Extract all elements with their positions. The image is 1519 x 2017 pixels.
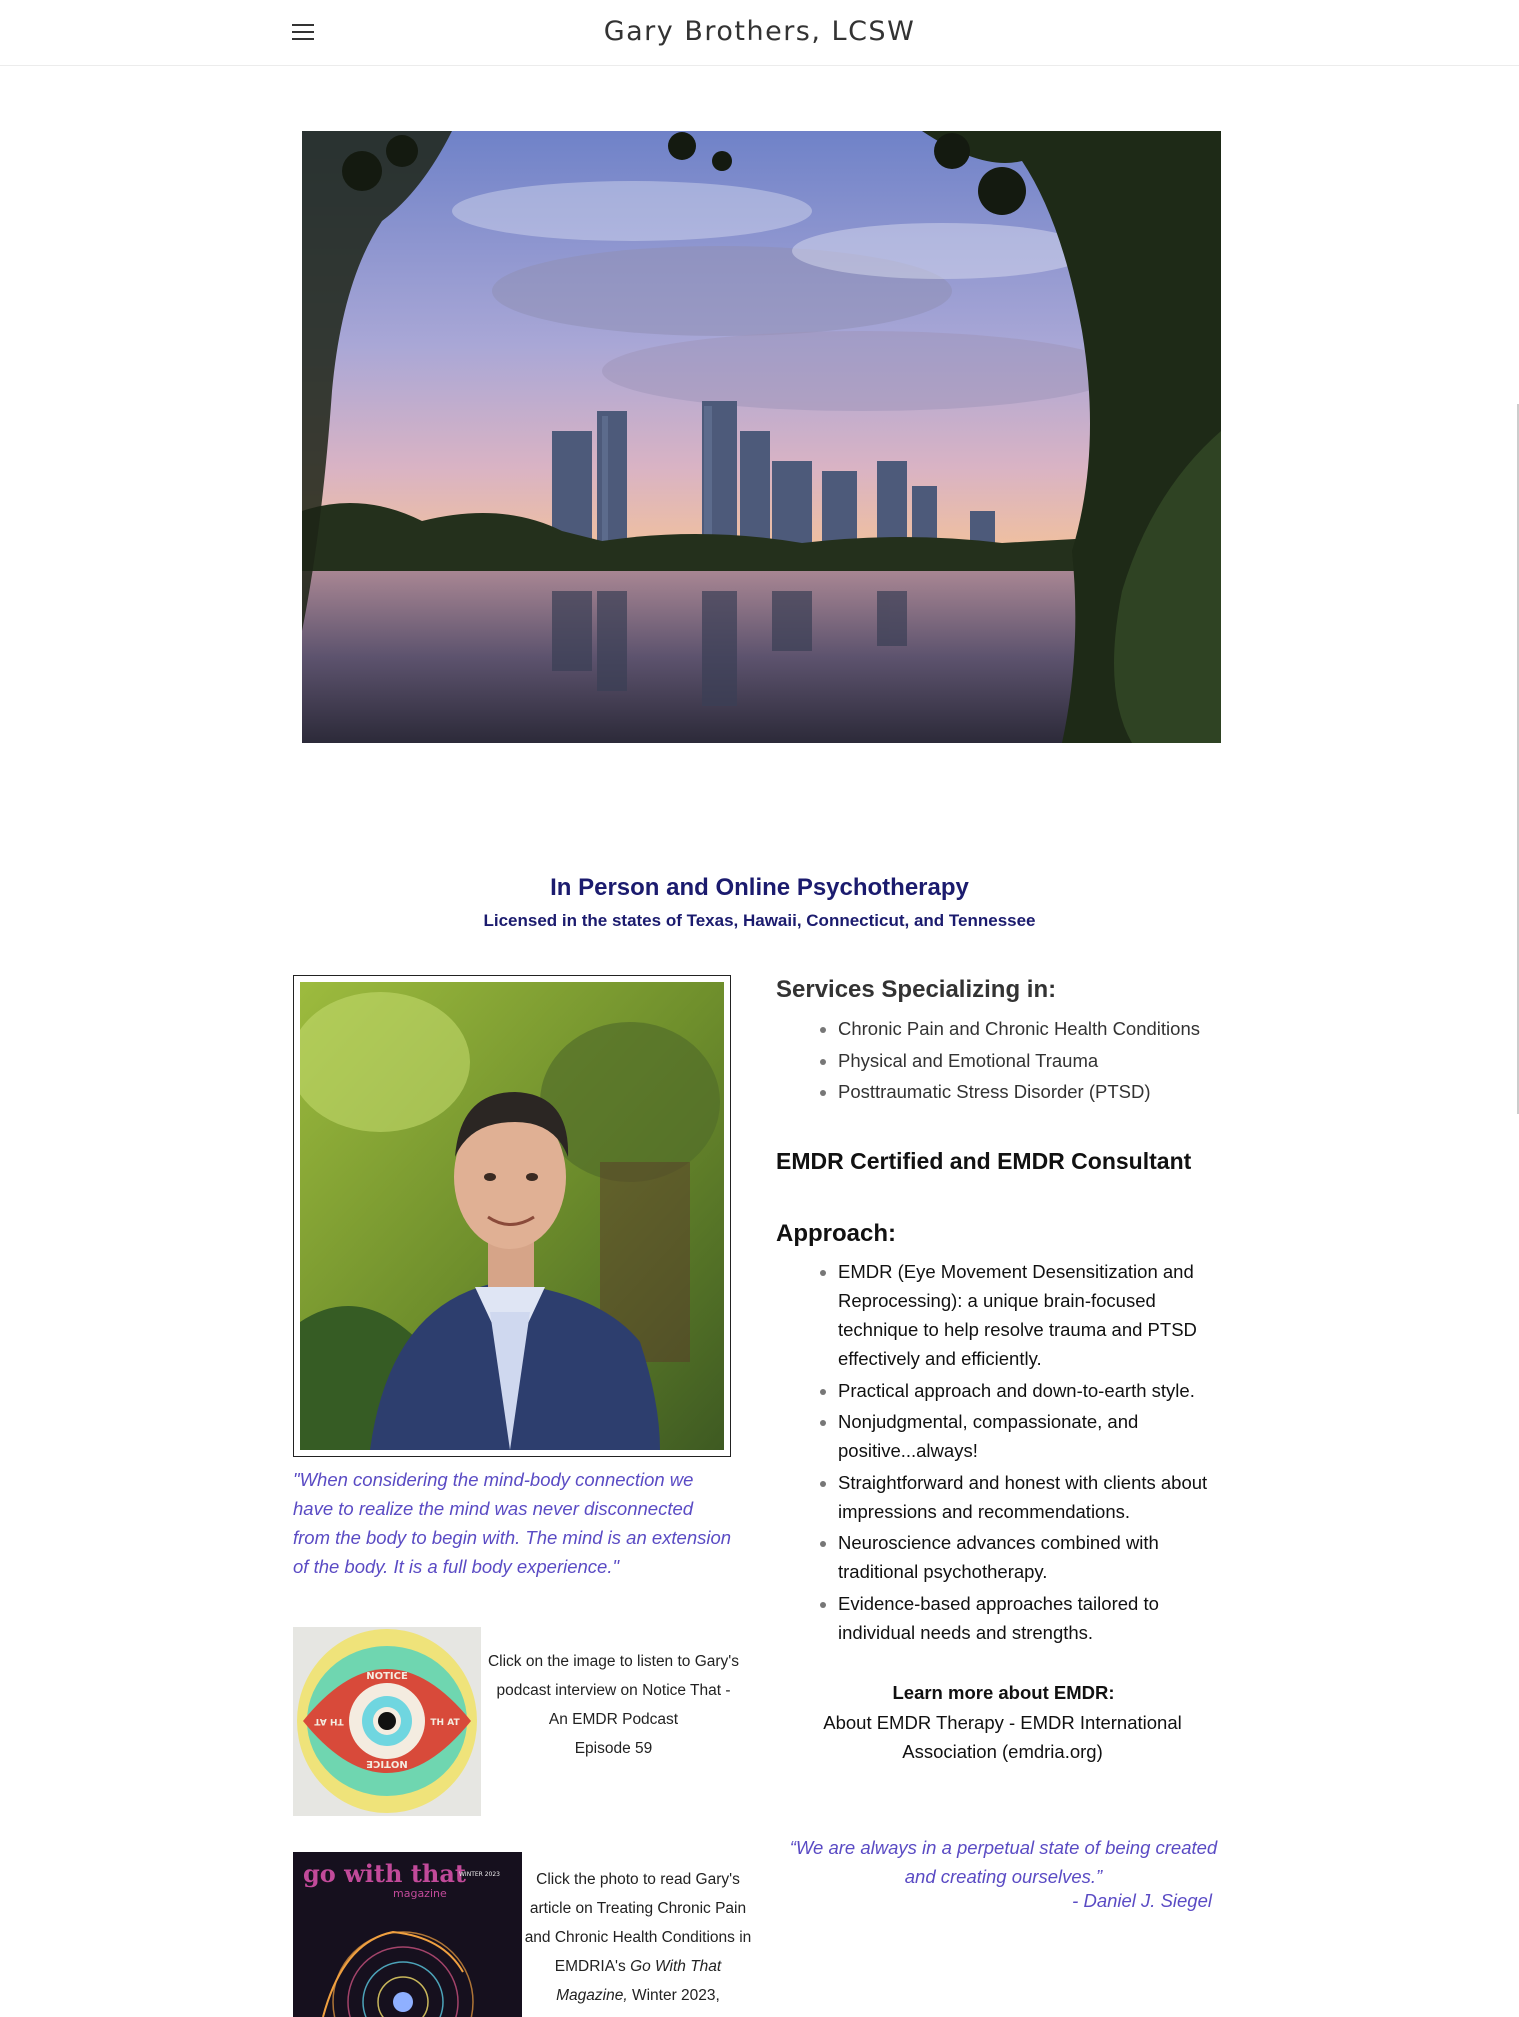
magazine-cover-subtitle: magazine	[393, 1887, 447, 1900]
podcast-logo-bottom-text: NOTICE	[366, 1758, 408, 1769]
list-item: • EMDR (Eye Movement Desensitization and Reprocessing): a unique brain-focused technique to help resolve trauma and PTSD effectively and efficiently.	[838, 1257, 1238, 1373]
list-item: • Evidence-based approaches tailored to individual needs and strengths.	[838, 1589, 1238, 1647]
magazine-caption[interactable]	[522, 1865, 754, 2010]
magazine-cover-issue: WINTER 2023	[459, 1871, 500, 1878]
magazine-name: Go With That Magazine,	[556, 1958, 722, 2004]
approach-heading: Approach:	[776, 1220, 896, 1247]
list-item: • Practical approach and down-to-earth style.	[838, 1376, 1238, 1405]
intro-subtitle: Licensed in the states of Texas, Hawaii, Connecticut, and Tennessee	[483, 911, 1036, 930]
go-with-that-magazine-image[interactable]	[293, 1852, 522, 2017]
emdria-link[interactable]: About EMDR Therapy - EMDR International Association (emdria.org)	[823, 1712, 1182, 1762]
mind-body-quote: "When considering the mind-body connection we have to realize the mind was never disconnected from the body to begin with. The mind is an extension of the body. It is a full body experience."	[293, 1469, 732, 1577]
services-heading: Services Specializing in:	[776, 976, 1057, 1003]
podcast-logo-top-text: NOTICE	[366, 1671, 408, 1682]
notice-that-podcast-image[interactable]	[293, 1627, 481, 1816]
list-item: • Physical and Emotional Trauma	[838, 1046, 1298, 1075]
podcast-caption[interactable]	[481, 1647, 746, 1763]
learn-more-heading: Learn more about EMDR:	[892, 1682, 1115, 1703]
podcast-caption-line: Episode 59	[574, 1740, 653, 1757]
site-title[interactable]: Gary Brothers, LCSW	[603, 16, 916, 47]
top-navigation-bar	[0, 0, 1519, 66]
podcast-caption-line: Click on the image to listen to Gary's	[487, 1653, 740, 1670]
list-item: • Nonjudgmental, compassionate, and positive...always!	[838, 1407, 1238, 1465]
certification-heading: EMDR Certified and EMDR Consultant	[776, 1148, 1192, 1174]
podcast-caption-line: An EMDR Podcast	[548, 1711, 679, 1728]
magazine-caption-text: Click the photo to read Gary's article on Treating Chronic Pain and Chronic Health Conditions in EMDRIA's	[524, 1871, 752, 1975]
podcast-caption-line: podcast interview on Notice That -	[496, 1682, 731, 1699]
list-item: • Neuroscience advances combined with traditional psychotherapy.	[838, 1528, 1238, 1586]
intro-title: In Person and Online Psychotherapy	[550, 874, 969, 901]
list-item: • Chronic Pain and Chronic Health Conditions	[838, 1014, 1298, 1043]
siegel-quote: “We are always in a perpetual state of being created and creating ourselves.”	[789, 1837, 1218, 1887]
hero-skyline-image	[302, 131, 1221, 743]
portrait-photo	[293, 975, 731, 1457]
magazine-caption-issue: Winter 2023,	[627, 1987, 720, 2004]
podcast-logo-left-text: TH AT	[314, 1716, 344, 1726]
approach-list	[776, 1257, 1238, 1649]
podcast-logo-right-text: TH AT	[430, 1718, 460, 1728]
quote-author: - Daniel J. Siegel	[1072, 1890, 1212, 1911]
services-list	[776, 1014, 1298, 1109]
magazine-cover-title: go with that	[303, 1859, 466, 1888]
list-item: • Straightforward and honest with clients about impressions and recommendations.	[838, 1468, 1238, 1526]
list-item: • Posttraumatic Stress Disorder (PTSD)	[838, 1077, 1298, 1106]
